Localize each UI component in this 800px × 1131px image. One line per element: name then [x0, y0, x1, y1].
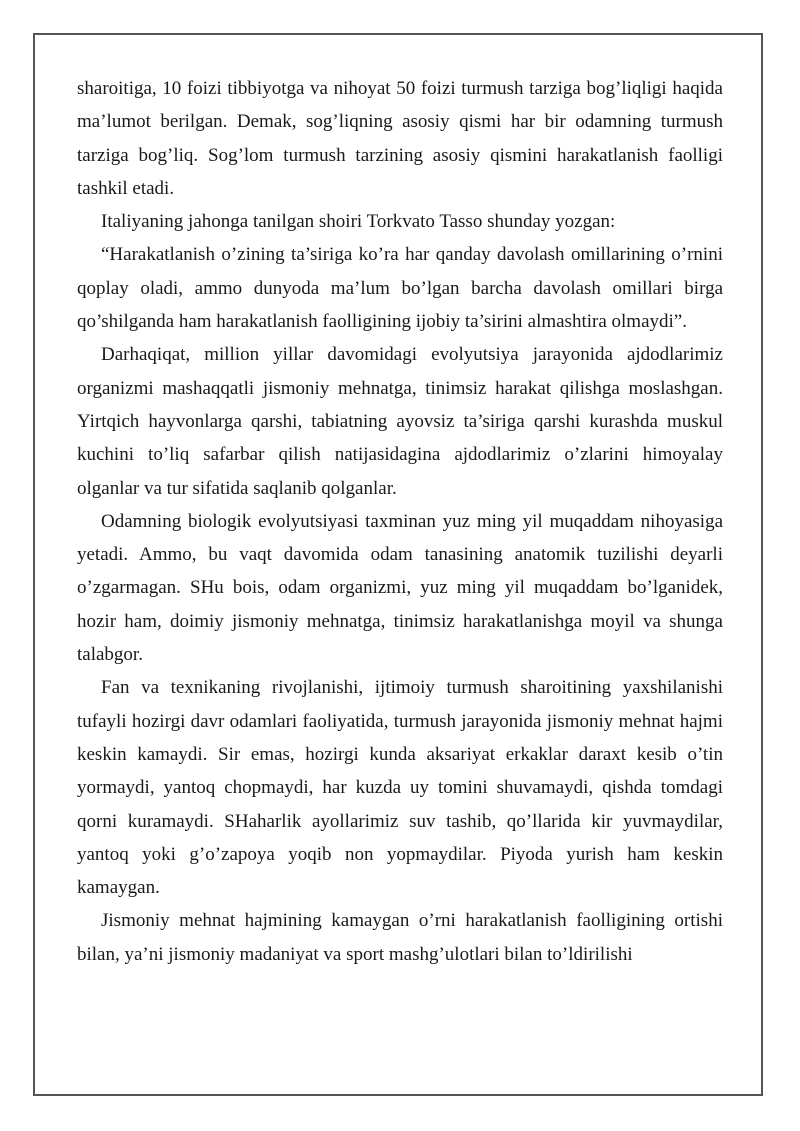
paragraph-technology: Fan va texnikaning rivojlanishi, ijtimoiy turmush sharoitining yaxshilanishi tufayli hozirgi davr odamlari faoliyatida, turmush jarayonida jismoniy mehnat hajmi keskin kamaydi. Sir emas, hozirgi kunda aksariyat erkaklar daraxt kesib o’tin yormaydi, yantoq chopmaydi, har kuzda uy tomini shuvamaydi, qishda tomdagi qorni kuramaydi. SHaharlik ayollarimiz suv tashib, qo’llarida kir yuvmaydilar, yantoq yoki g’o’zapoya yoqib non yopmaydilar. Piyoda yurish ham keskin kamaygan. — [77, 677, 723, 899]
paragraph-continuation: sharoitiga, 10 foizi tibbiyotga va nihoyat 50 foizi turmush tarziga bog’liqligi haqida ma’lumot berilgan. Demak, sog’liqning asosiy qismi har bir odamning turmush tarziga bog’liq. Sog’lom turmush tarzining asosiy qismini harakatlanish faolligi tashkil etadi. — [77, 78, 723, 199]
paragraph-tasso-intro: Italiyaning jahonga tanilgan shoiri Torkvato Tasso shunday yozgan: — [101, 211, 616, 233]
paragraph-evolution: Darhaqiqat, million yillar davomidagi evolyutsiya jarayonida ajdodlarimiz organizmi mashaqqatli jismoniy mehnatga, tinimsiz harakat qilishga moslashgan. Yirtqich hayvonlarga qarshi, tabiatning ayovsiz ta’siriga qarshi kurashda muskul kuchini to’liq safarbar qilish natijasidagina ajdodlarimiz o’zlarini himoyalay olganlar va tur sifatida saqlanib qolganlar. — [77, 344, 723, 499]
paragraph-biological-evolution: Odamning biologik evolyutsiyasi taxminan yuz ming yil muqaddam nihoyasiga yetadi. Ammo, bu vaqt davomida odam tanasining anatomik tuzilishi deyarli o’zgarmagan. SHu bois, odam organizmi, yuz ming yil muqaddam bo’lganidek, hozir ham, doimiy jismoniy mehnatga, tinimsiz harakatlanishga moyil va shunga talabgor. — [77, 510, 723, 666]
paragraph-quote: “Harakatlanish o’zining ta’siriga ko’ra har qanday davolash omillarining o’rnini qoplay oladi, ammo dunyoda ma’lum bo’lgan barcha davolash omillari birga qo’shilganda ham harakatlanish faolligining ijobiy ta’sirini almashtira olmaydi”. — [77, 244, 723, 333]
document-body — [77, 72, 723, 971]
paragraph-physical-labor: Jismoniy mehnat hajmining kamaygan o’rni harakatlanish faolligining ortishi bilan, ya’ni jismoniy madaniyat va sport mashg’ulotlari bilan to’ldirilishi — [77, 910, 723, 965]
